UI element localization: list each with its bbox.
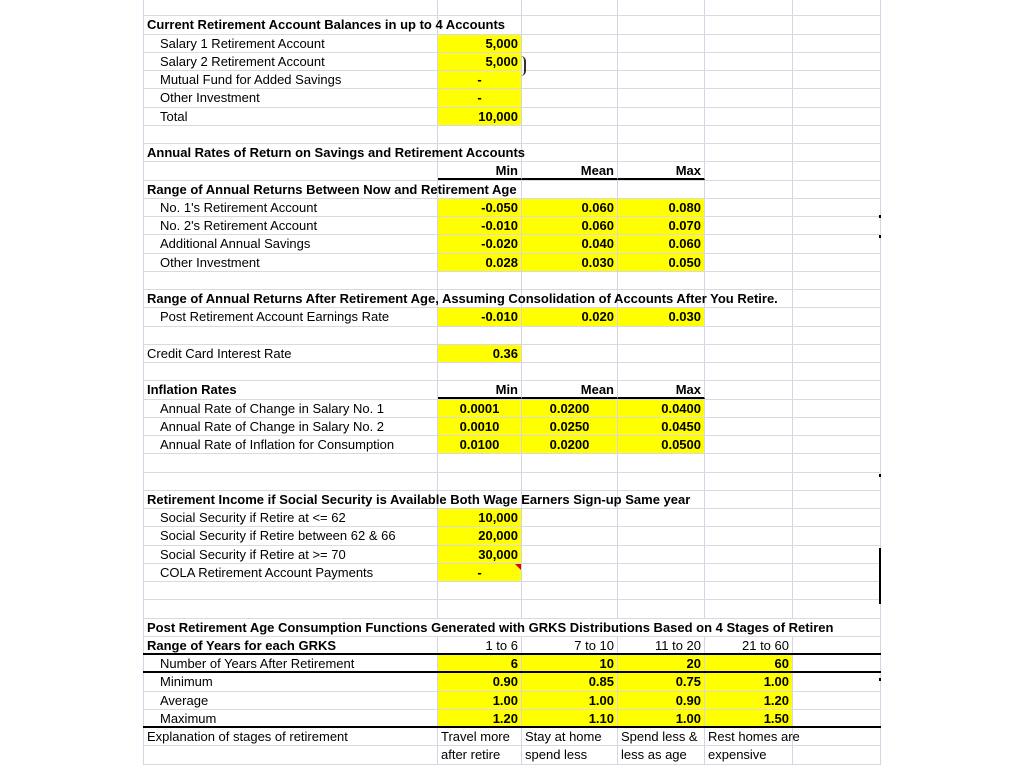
post-return-row [143,308,881,326]
return-mean[interactable]: 0.060 [522,199,618,216]
cell[interactable] [522,473,618,490]
cell[interactable] [143,600,438,617]
row-empty [143,363,881,381]
cell[interactable] [438,0,522,15]
balance-row [143,53,881,71]
return-row [143,235,881,253]
cell[interactable] [618,144,705,161]
col-header-max[interactable]: Max [618,381,705,398]
cell[interactable] [705,235,793,252]
cell[interactable] [438,327,522,344]
explanation-text[interactable]: Rest homes are [705,728,793,745]
consumption-value[interactable]: 1.20 [438,710,522,726]
cell[interactable] [705,600,793,617]
cell[interactable] [793,418,881,435]
cell[interactable] [705,582,793,599]
social-security-row [143,546,881,564]
return-max[interactable]: 0.070 [618,217,705,234]
cell[interactable] [618,527,705,544]
cell[interactable] [522,108,618,125]
return-min[interactable]: 0.028 [438,254,522,271]
cell[interactable] [522,272,618,289]
inflation-label[interactable]: Annual Rate of Inflation for Consumption [143,436,438,453]
row-empty [143,473,881,491]
cell[interactable] [522,89,618,106]
explanation-label[interactable]: Explanation of stages of retirement [143,728,438,745]
border-artifact [879,215,881,218]
social-security-label[interactable]: Social Security if Retire at >= 70 [143,546,438,563]
pre-retirement-title[interactable]: Range of Annual Returns Between Now and Retirement Age [143,181,438,198]
cell[interactable] [793,546,881,563]
cell[interactable] [705,181,793,198]
balance-label[interactable]: Other Investment [143,89,438,106]
cell[interactable] [793,564,881,581]
credit-card-label[interactable]: Credit Card Interest Rate [143,345,438,362]
consumption-value[interactable]: 1.00 [438,692,522,709]
cell[interactable] [705,16,793,33]
row-empty [143,582,881,600]
social-security-row [143,509,881,527]
inflation-row [143,418,881,436]
balance-label[interactable]: Mutual Fund for Added Savings [143,71,438,88]
cell[interactable] [143,327,438,344]
cell[interactable] [793,400,881,417]
inflation-max[interactable]: 0.0450 [618,418,705,435]
cell[interactable] [522,600,618,617]
cell[interactable] [705,126,793,143]
return-max[interactable]: 0.080 [618,199,705,216]
social-security-value[interactable]: 30,000 [438,546,522,563]
cell[interactable] [143,272,438,289]
credit-card-row [143,345,881,363]
cell[interactable] [522,0,618,15]
cell[interactable] [143,126,438,143]
cell[interactable] [705,564,793,581]
cell[interactable] [793,746,881,763]
return-label[interactable]: Additional Annual Savings [143,235,438,252]
row-empty [143,327,881,345]
social-security-label[interactable]: Social Security if Retire at <= 62 [143,509,438,526]
consumption-label[interactable]: Average [143,692,438,709]
cell[interactable] [793,181,881,198]
cell[interactable] [438,272,522,289]
cell[interactable] [705,418,793,435]
cell[interactable] [438,582,522,599]
return-mean[interactable]: 0.040 [522,235,618,252]
inflation-label[interactable]: Annual Rate of Change in Salary No. 1 [143,400,438,417]
cell[interactable] [705,546,793,563]
cell[interactable] [522,144,618,161]
cell[interactable] [618,454,705,471]
consumption-value[interactable]: 60 [705,655,793,671]
social-security-label[interactable]: Social Security if Retire between 62 & 66 [143,527,438,544]
cell[interactable] [793,327,881,344]
cell[interactable] [793,126,881,143]
inflation-mean[interactable]: 0.0200 [522,436,618,453]
consumption-value[interactable]: 0.90 [618,692,705,709]
social-security-row [143,527,881,545]
cell[interactable] [618,108,705,125]
cell[interactable] [618,0,705,15]
explanation-text[interactable]: Travel more [438,728,522,745]
cell[interactable] [618,327,705,344]
cell[interactable] [522,527,618,544]
section-header-consumption [143,619,881,637]
consumption-label[interactable]: Maximum [143,710,438,726]
cell[interactable] [143,0,438,15]
cell[interactable] [522,546,618,563]
cell[interactable] [793,491,881,508]
cell[interactable] [705,89,793,106]
cell[interactable] [793,436,881,453]
cell[interactable] [522,53,618,70]
post-return-min[interactable]: -0.010 [438,308,522,325]
col-header-max[interactable]: Max [618,162,705,179]
inflation-min[interactable]: 0.0010 [438,418,522,435]
cell[interactable] [522,35,618,52]
cell[interactable] [618,126,705,143]
social-security-row [143,564,881,582]
cell[interactable] [705,363,793,380]
consumption-row [143,655,881,673]
border-artifact [879,474,881,477]
balance-value[interactable]: 5,000 [438,35,522,52]
cell[interactable] [143,473,438,490]
consumption-range-row [143,637,881,655]
return-min[interactable]: -0.010 [438,217,522,234]
cell[interactable] [705,345,793,362]
cell[interactable] [793,108,881,125]
balances-title[interactable]: Current Retirement Account Balances in up to 4 Accounts [143,16,438,33]
explanation-row-continued [143,746,881,764]
cell[interactable] [793,728,881,745]
row-empty [143,126,881,144]
post-return-label[interactable]: Post Retirement Account Earnings Rate [143,308,438,325]
cell[interactable] [793,254,881,271]
explanation-text[interactable]: Spend less & [618,728,705,745]
balance-label[interactable]: Salary 2 Retirement Account [143,53,438,70]
cell[interactable] [618,473,705,490]
cell[interactable] [793,582,881,599]
cell[interactable] [793,692,881,709]
cell[interactable] [705,436,793,453]
social-security-title[interactable]: Retirement Income if Social Security is Available Both Wage Earners Sign-up Same year [143,491,438,508]
balance-label[interactable]: Salary 1 Retirement Account [143,35,438,52]
explanation-text[interactable]: after retire [438,746,522,763]
consumption-value[interactable]: 6 [438,655,522,671]
balance-value[interactable]: - [438,89,522,106]
social-security-label[interactable]: COLA Retirement Account Payments [143,564,438,581]
cell[interactable] [793,473,881,490]
post-return-mean[interactable]: 0.020 [522,308,618,325]
cell[interactable] [793,53,881,70]
cell[interactable] [143,363,438,380]
social-security-value[interactable]: 20,000 [438,527,522,544]
cell[interactable] [705,71,793,88]
consumption-title[interactable]: Post Retirement Age Consumption Functions Generated with GRKS Distributions Based on 4 Stages of Retiren [143,619,881,636]
consumption-row [143,710,881,728]
cell[interactable] [793,600,881,617]
cell[interactable] [618,345,705,362]
return-max[interactable]: 0.060 [618,235,705,252]
cell[interactable] [522,582,618,599]
section-header-social-security [143,491,881,509]
row-empty [143,0,881,16]
return-min[interactable]: -0.020 [438,235,522,252]
cell[interactable] [705,108,793,125]
cell[interactable] [793,0,881,15]
cell[interactable] [522,363,618,380]
cell[interactable] [618,89,705,106]
cell[interactable] [522,16,618,33]
consumption-row [143,673,881,691]
cell[interactable] [793,199,881,216]
border-artifact [879,235,881,238]
consumption-value[interactable]: 0.75 [618,673,705,690]
cell[interactable] [705,509,793,526]
border-artifact [879,678,881,681]
consumption-value[interactable]: 1.50 [705,710,793,726]
cell[interactable] [705,454,793,471]
cell[interactable] [618,35,705,52]
consumption-value[interactable]: 20 [618,655,705,671]
cola-value[interactable] [438,564,522,581]
cell[interactable] [793,673,881,690]
inflation-row [143,400,881,418]
consumption-label[interactable]: Minimum [143,673,438,690]
cell[interactable] [705,53,793,70]
cell[interactable] [618,600,705,617]
range-header[interactable]: 1 to 6 [438,637,522,653]
cell[interactable] [522,509,618,526]
section-header-returns [143,144,881,162]
cell[interactable] [522,327,618,344]
cell[interactable] [618,181,705,198]
post-retirement-title[interactable]: Range of Annual Returns After Retirement Age, Assuming Consolidation of Accounts After You Retire. [143,290,438,307]
inflation-mean[interactable]: 0.0250 [522,418,618,435]
cell[interactable] [793,162,881,179]
col-header-min[interactable]: Min [438,162,522,179]
cell[interactable] [793,454,881,471]
cell[interactable] [438,600,522,617]
cell[interactable] [438,454,522,471]
return-max[interactable]: 0.050 [618,254,705,271]
cell[interactable] [618,53,705,70]
return-mean[interactable]: 0.030 [522,254,618,271]
cell[interactable] [793,509,881,526]
cell[interactable] [793,35,881,52]
returns-title[interactable]: Annual Rates of Return on Savings and Retirement Accounts [143,144,438,161]
cell[interactable] [793,527,881,544]
consumption-value[interactable]: 10 [522,655,618,671]
cell[interactable] [143,162,438,179]
inflation-min[interactable]: 0.0100 [438,436,522,453]
cell[interactable] [793,71,881,88]
cell[interactable] [705,527,793,544]
balance-total-value[interactable]: 10,000 [438,108,522,125]
consumption-row [143,692,881,710]
range-label[interactable]: Range of Years for each GRKS [143,637,438,653]
cell[interactable] [438,126,522,143]
cell[interactable] [618,272,705,289]
balance-row [143,89,881,107]
return-label[interactable]: No. 1's Retirement Account [143,199,438,216]
consumption-value[interactable]: 0.90 [438,673,522,690]
cell[interactable] [793,655,881,671]
cell[interactable] [705,381,793,398]
explanation-row [143,728,881,746]
cell[interactable] [705,308,793,325]
cell[interactable] [705,0,793,15]
balance-value[interactable]: 5,000 [438,53,522,70]
balance-value[interactable]: - [438,71,522,88]
section-header-inflation [143,381,881,399]
explanation-text[interactable]: expensive [705,746,793,763]
credit-card-value[interactable]: 0.36 [438,345,522,362]
cell[interactable] [143,582,438,599]
cell[interactable] [522,454,618,471]
cell[interactable] [143,746,438,763]
spreadsheet-grid [143,0,881,765]
col-header-mean[interactable]: Mean [522,381,618,398]
return-min[interactable]: -0.050 [438,199,522,216]
cell[interactable] [705,35,793,52]
row-empty [143,454,881,472]
consumption-value[interactable]: 1.00 [618,710,705,726]
cell[interactable] [705,327,793,344]
overflow-glyph-artifact [521,56,526,76]
cell[interactable] [618,564,705,581]
cell[interactable] [793,637,881,653]
range-header[interactable]: 11 to 20 [618,637,705,653]
col-header-mean[interactable]: Mean [522,162,618,179]
range-header[interactable]: 7 to 10 [522,637,618,653]
consumption-value[interactable]: 1.00 [705,673,793,690]
cell[interactable] [793,363,881,380]
border-artifact [879,548,881,604]
balance-total-row [143,108,881,126]
returns-column-headers [143,162,881,180]
cell[interactable] [793,308,881,325]
explanation-text[interactable]: spend less [522,746,618,763]
cell[interactable] [522,345,618,362]
inflation-label[interactable]: Annual Rate of Change in Salary No. 2 [143,418,438,435]
return-mean[interactable]: 0.060 [522,217,618,234]
inflation-max[interactable]: 0.0500 [618,436,705,453]
cell[interactable] [793,710,881,726]
cell[interactable] [793,144,881,161]
post-return-max[interactable]: 0.030 [618,308,705,325]
cell[interactable] [522,71,618,88]
section-header-balances [143,16,881,34]
return-row [143,217,881,235]
cola-value-text: - [477,564,482,580]
cell[interactable] [705,400,793,417]
cell[interactable] [143,454,438,471]
cell[interactable] [793,217,881,234]
cell[interactable] [793,89,881,106]
return-row [143,199,881,217]
social-security-value[interactable]: 10,000 [438,509,522,526]
inflation-row [143,436,881,454]
cell[interactable] [618,363,705,380]
consumption-value[interactable]: 1.20 [705,692,793,709]
return-row [143,254,881,272]
subsection-header-post-retirement [143,290,881,308]
cell[interactable] [705,272,793,289]
cell[interactable] [618,582,705,599]
cell[interactable] [793,272,881,289]
consumption-label[interactable]: Number of Years After Retirement [143,655,438,671]
consumption-value[interactable]: 0.85 [522,673,618,690]
cell[interactable] [705,491,793,508]
inflation-min[interactable]: 0.0001 [438,400,522,417]
explanation-text[interactable]: Stay at home [522,728,618,745]
cell[interactable] [793,235,881,252]
inflation-title[interactable]: Inflation Rates [143,381,438,398]
inflation-mean[interactable]: 0.0200 [522,400,618,417]
cell[interactable] [705,473,793,490]
cell[interactable] [793,381,881,398]
cell[interactable] [522,564,618,581]
balance-row [143,71,881,89]
balance-row [143,35,881,53]
cell[interactable] [618,16,705,33]
cell[interactable] [705,199,793,216]
col-header-min[interactable]: Min [438,381,522,398]
cell[interactable] [705,217,793,234]
return-label[interactable]: No. 2's Retirement Account [143,217,438,234]
row-empty [143,272,881,290]
return-label[interactable]: Other Investment [143,254,438,271]
comment-indicator-icon[interactable] [515,564,521,570]
cell[interactable] [793,345,881,362]
balance-total-label[interactable]: Total [143,108,438,125]
cell[interactable] [438,473,522,490]
cell[interactable] [618,509,705,526]
cell[interactable] [705,144,793,161]
cell[interactable] [705,162,793,179]
range-header[interactable]: 21 to 60 [705,637,793,653]
cell[interactable] [522,126,618,143]
explanation-text[interactable]: less as age [618,746,705,763]
row-empty [143,600,881,618]
consumption-value[interactable]: 1.00 [522,692,618,709]
cell[interactable] [618,546,705,563]
cell[interactable] [438,363,522,380]
cell[interactable] [793,16,881,33]
inflation-max[interactable]: 0.0400 [618,400,705,417]
subsection-header-pre-retirement [143,181,881,199]
cell[interactable] [618,71,705,88]
consumption-value[interactable]: 1.10 [522,710,618,726]
cell[interactable] [705,254,793,271]
